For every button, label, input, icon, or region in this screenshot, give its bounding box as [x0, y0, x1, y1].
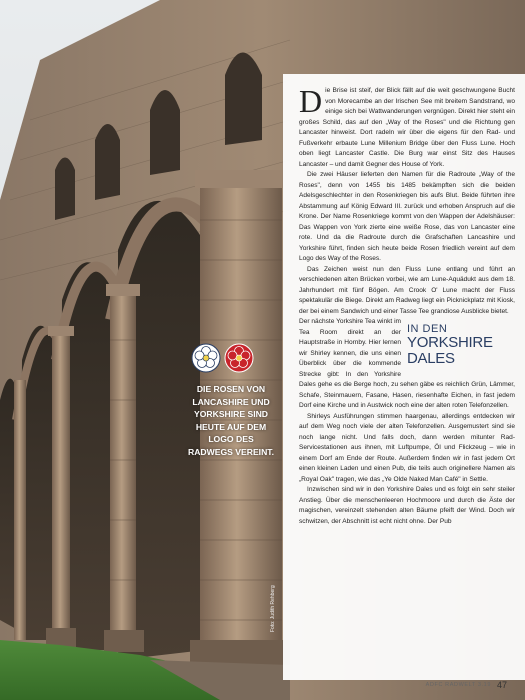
article-body: [299, 83, 515, 527]
photo-caption: DIE ROSEN VON LANCASHIRE UND YORKSHIRE SIND HEUTE AUF DEM LOGO DES RADWEGS VEREINT.: [188, 384, 274, 457]
photo-credit: Foto: Judith Rehberg: [270, 585, 276, 632]
article-paragraph-5: Shirleys Ausführungen stimmen haargenau, allerdings entdecken wir auf dem Weg noch viele der alten Telefonzellen. Ausgemustert sind sie noch lange nicht. Und falls doch, dann werden mitunter Rad-Servicestationen aus ihnen, mit Luftpumpe, Öl und Flickzeug – wie in einem Dorf am Ende der Route. Außerdem finden wir in fast jedem Ort einen kleinen Laden und einen Pub, die teils auch originellere Namen als „Royal Oak" tragen, wie das „Ye Olde Naked Man Café" in Settle.: [299, 412, 515, 483]
article-paragraph-1: Die Brise ist steif, der Blick fällt auf die weit geschwungene Bucht von Morecambe an der Irischen See mit breitem Sandstrand, wo einige sich bei Wattwanderungen vergnügen. Direkt hier steht ein großes Schild, das auf den „Way of the Roses" und die Richtung gen Lancaster hinweist. Dort radeln wir über die eigens für den Rad- und Fußverkehr erbaute Lune Millenium Bridge über den Fluss Lune. Hoch oben liegt Lancaster Castle. Die Burg war einst Sitz des Hauses Lancaster – und damit Gegner des House of York.: [299, 83, 515, 168]
article-paragraph-3: Das Zeichen weist nun den Fluss Lune entlang und führt an verschiedenen alten Brücken vorbei, wie am Lune-Aquädukt aus dem 18. Jahrhundert mit fünf Bögen. Am Crook O' Lune macht der Fluss spektakulär die Biege. Direkt am Radweg liegt ein Picknickplatz mit Kiosk, der bei einem Sandwich und einer Tasse Tee grandiose Ausblicke bietet.: [299, 265, 515, 315]
section-heading: IN DEN YORKSHIRE DALES: [407, 323, 493, 367]
white-rose-icon: [191, 343, 221, 373]
article-paragraph-2: Die zwei Häuser lieferten den Namen für die Radroute „Way of the Roses", denn von 1455 bis 1485 bekämpften sich die beiden Adelsgeschlechter in den Rosenkriegen bis aufs Blut. Beide führten ihre Abstammung auf König Edward III. zurück und erhoben Anspruch auf die Krone. Der Name Rosenkriege kommt von den Wappen der Adelshäuser: Das Wappen von York zierte eine weiße Rose, das von Lancaster eine rote. Und da die Radroute durch die Grafschaften Lancashire und Yorkshire führt, finden sich heute beide Rosen friedlich vereint auf dem Logo des Way of the Roses.: [299, 171, 515, 262]
page-footer: [426, 676, 507, 694]
page-number: 47: [496, 679, 507, 690]
article-paragraph-4: IN DEN YORKSHIRE DALES Der nächste Yorkshire Tea winkt im Tea Room direkt an der Hauptstraße in Hornby. Hier lernen wir Shirley kennen, die uns einen Überblick über die kommende Strecke gibt: In den Yorkshire Dales gehe es die Berge hoch, zu sehen gäbe es reichlich Grün, Lämmer, Schafe, Steinmauern, Fasane, Hasen, riesenhafte Eichen, in fast jedem Dorf eine Kirche und in Austwick noch eine der alten roten Telefonzellen.: [299, 317, 515, 412]
drop-cap: D: [299, 83, 323, 119]
red-rose-icon: [224, 343, 254, 373]
article-paragraph-6: Inzwischen sind wir in den Yorkshire Dales und es folgt ein sehr steiler Anstieg. Über die menschenleeren Hochmoore und durch die Äste der magischen, vereinzelt stehenden alten Bäume pfeift der Wind. Doch wir schwitzen, der Abschnitt ist echt nicht ohne. Der Pub: [299, 486, 515, 525]
magazine-name: ADFC RADWELT 3.19: [425, 681, 491, 688]
article-panel: [283, 74, 525, 680]
